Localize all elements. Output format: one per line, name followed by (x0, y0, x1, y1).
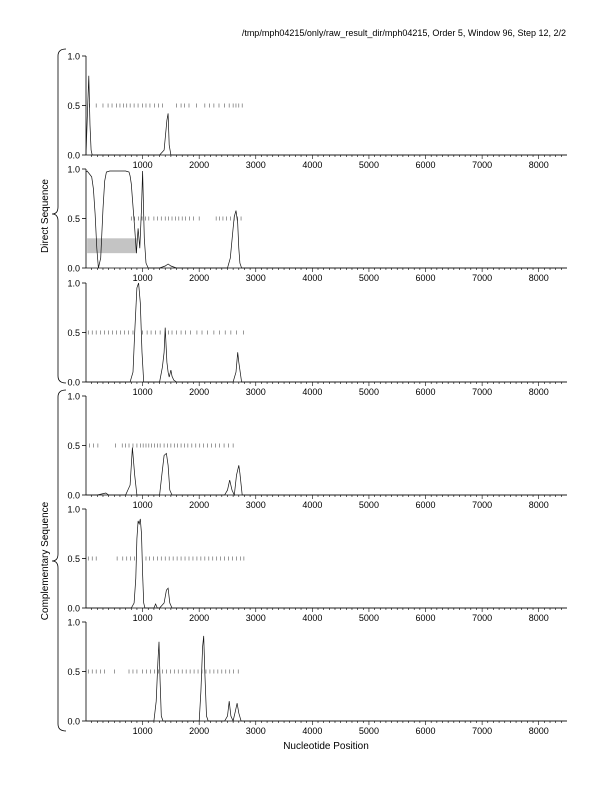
x-tick-label: 2000 (189, 273, 210, 283)
complementary-group-label: Complementary Sequence (40, 501, 51, 621)
y-tick-label: 0.0 (67, 603, 80, 614)
panel-direct-2 (67, 165, 567, 284)
x-tick-label: 1000 (132, 387, 153, 397)
y-tick-label: 0.0 (67, 150, 80, 161)
x-tick-label: 2000 (189, 613, 210, 623)
x-tick-label: 6000 (415, 613, 436, 623)
y-tick-label: 1.0 (67, 617, 80, 628)
x-tick-label: 3000 (245, 726, 266, 736)
x-tick-label: 1000 (132, 273, 153, 283)
series-line (86, 519, 567, 608)
x-tick-label: 8000 (528, 726, 549, 736)
x-tick-label: 7000 (472, 387, 493, 397)
x-tick-label: 4000 (302, 500, 323, 510)
x-tick-label: 7000 (472, 726, 493, 736)
x-tick-label: 2000 (189, 500, 210, 510)
y-tick-label: 0.5 (67, 101, 80, 111)
y-tick-label: 0.0 (67, 490, 80, 501)
y-tick-label: 1.0 (67, 51, 80, 62)
x-tick-label: 3000 (245, 387, 266, 397)
y-tick-label: 1.0 (67, 164, 80, 175)
x-tick-label: 5000 (358, 726, 379, 736)
x-tick-label: 1000 (132, 726, 153, 736)
series-line (86, 76, 567, 155)
x-tick-label: 8000 (528, 273, 549, 283)
panel-comp-3 (67, 618, 567, 737)
x-tick-label: 5000 (358, 387, 379, 397)
panel-comp-1 (67, 392, 567, 511)
x-tick-label: 3000 (245, 500, 266, 510)
series-line (86, 448, 567, 496)
x-tick-label: 2000 (189, 160, 210, 170)
x-tick-label: 4000 (302, 273, 323, 283)
direct-group-label: Direct Sequence (40, 179, 51, 253)
highlight-box (87, 238, 137, 253)
y-tick-label: 0.0 (67, 263, 80, 274)
x-tick-label: 8000 (528, 160, 549, 170)
x-tick-label: 2000 (189, 387, 210, 397)
y-tick-label: 1.0 (67, 278, 80, 289)
x-tick-label: 1000 (132, 500, 153, 510)
series-line (86, 283, 567, 382)
panel-direct-3 (67, 279, 567, 398)
y-tick-label: 0.5 (67, 554, 80, 564)
series-line (86, 171, 567, 268)
x-tick-label: 1000 (132, 160, 153, 170)
x-axis-label: Nucleotide Position (283, 741, 369, 752)
x-tick-label: 3000 (245, 160, 266, 170)
x-tick-label: 7000 (472, 160, 493, 170)
x-tick-label: 3000 (245, 273, 266, 283)
x-tick-label: 4000 (302, 160, 323, 170)
panel-comp-2 (67, 505, 567, 624)
x-tick-label: 4000 (302, 726, 323, 736)
x-tick-label: 6000 (415, 726, 436, 736)
x-tick-label: 5000 (358, 160, 379, 170)
x-tick-label: 6000 (415, 500, 436, 510)
y-tick-label: 0.5 (67, 441, 80, 451)
y-tick-label: 0.5 (67, 214, 80, 224)
figure-caption: /tmp/mph04215/only/raw_result_dir/mph04215, Order 5, Window 96, Step 12, 2/2 (241, 28, 566, 38)
x-tick-label: 8000 (528, 500, 549, 510)
x-tick-label: 7000 (472, 500, 493, 510)
x-tick-label: 7000 (472, 613, 493, 623)
y-tick-label: 0.5 (67, 328, 80, 338)
x-tick-label: 4000 (302, 387, 323, 397)
y-tick-label: 1.0 (67, 391, 80, 402)
x-tick-label: 4000 (302, 613, 323, 623)
x-tick-label: 5000 (358, 500, 379, 510)
y-tick-label: 0.0 (67, 377, 80, 388)
y-tick-label: 1.0 (67, 504, 80, 515)
y-tick-label: 0.5 (67, 667, 80, 677)
x-tick-label: 6000 (415, 273, 436, 283)
panel-direct-1 (67, 52, 567, 171)
series-line (86, 636, 567, 721)
x-tick-label: 3000 (245, 613, 266, 623)
x-tick-label: 7000 (472, 273, 493, 283)
x-tick-label: 1000 (132, 613, 153, 623)
complementary-group-brace (52, 390, 66, 731)
direct-group-brace (52, 49, 66, 383)
x-tick-label: 2000 (189, 726, 210, 736)
x-tick-label: 5000 (358, 273, 379, 283)
x-tick-label: 6000 (415, 387, 436, 397)
x-tick-label: 8000 (528, 613, 549, 623)
x-tick-label: 5000 (358, 613, 379, 623)
x-tick-label: 8000 (528, 387, 549, 397)
chart-panels (67, 52, 567, 737)
x-tick-label: 6000 (415, 160, 436, 170)
y-tick-label: 0.0 (67, 716, 80, 727)
